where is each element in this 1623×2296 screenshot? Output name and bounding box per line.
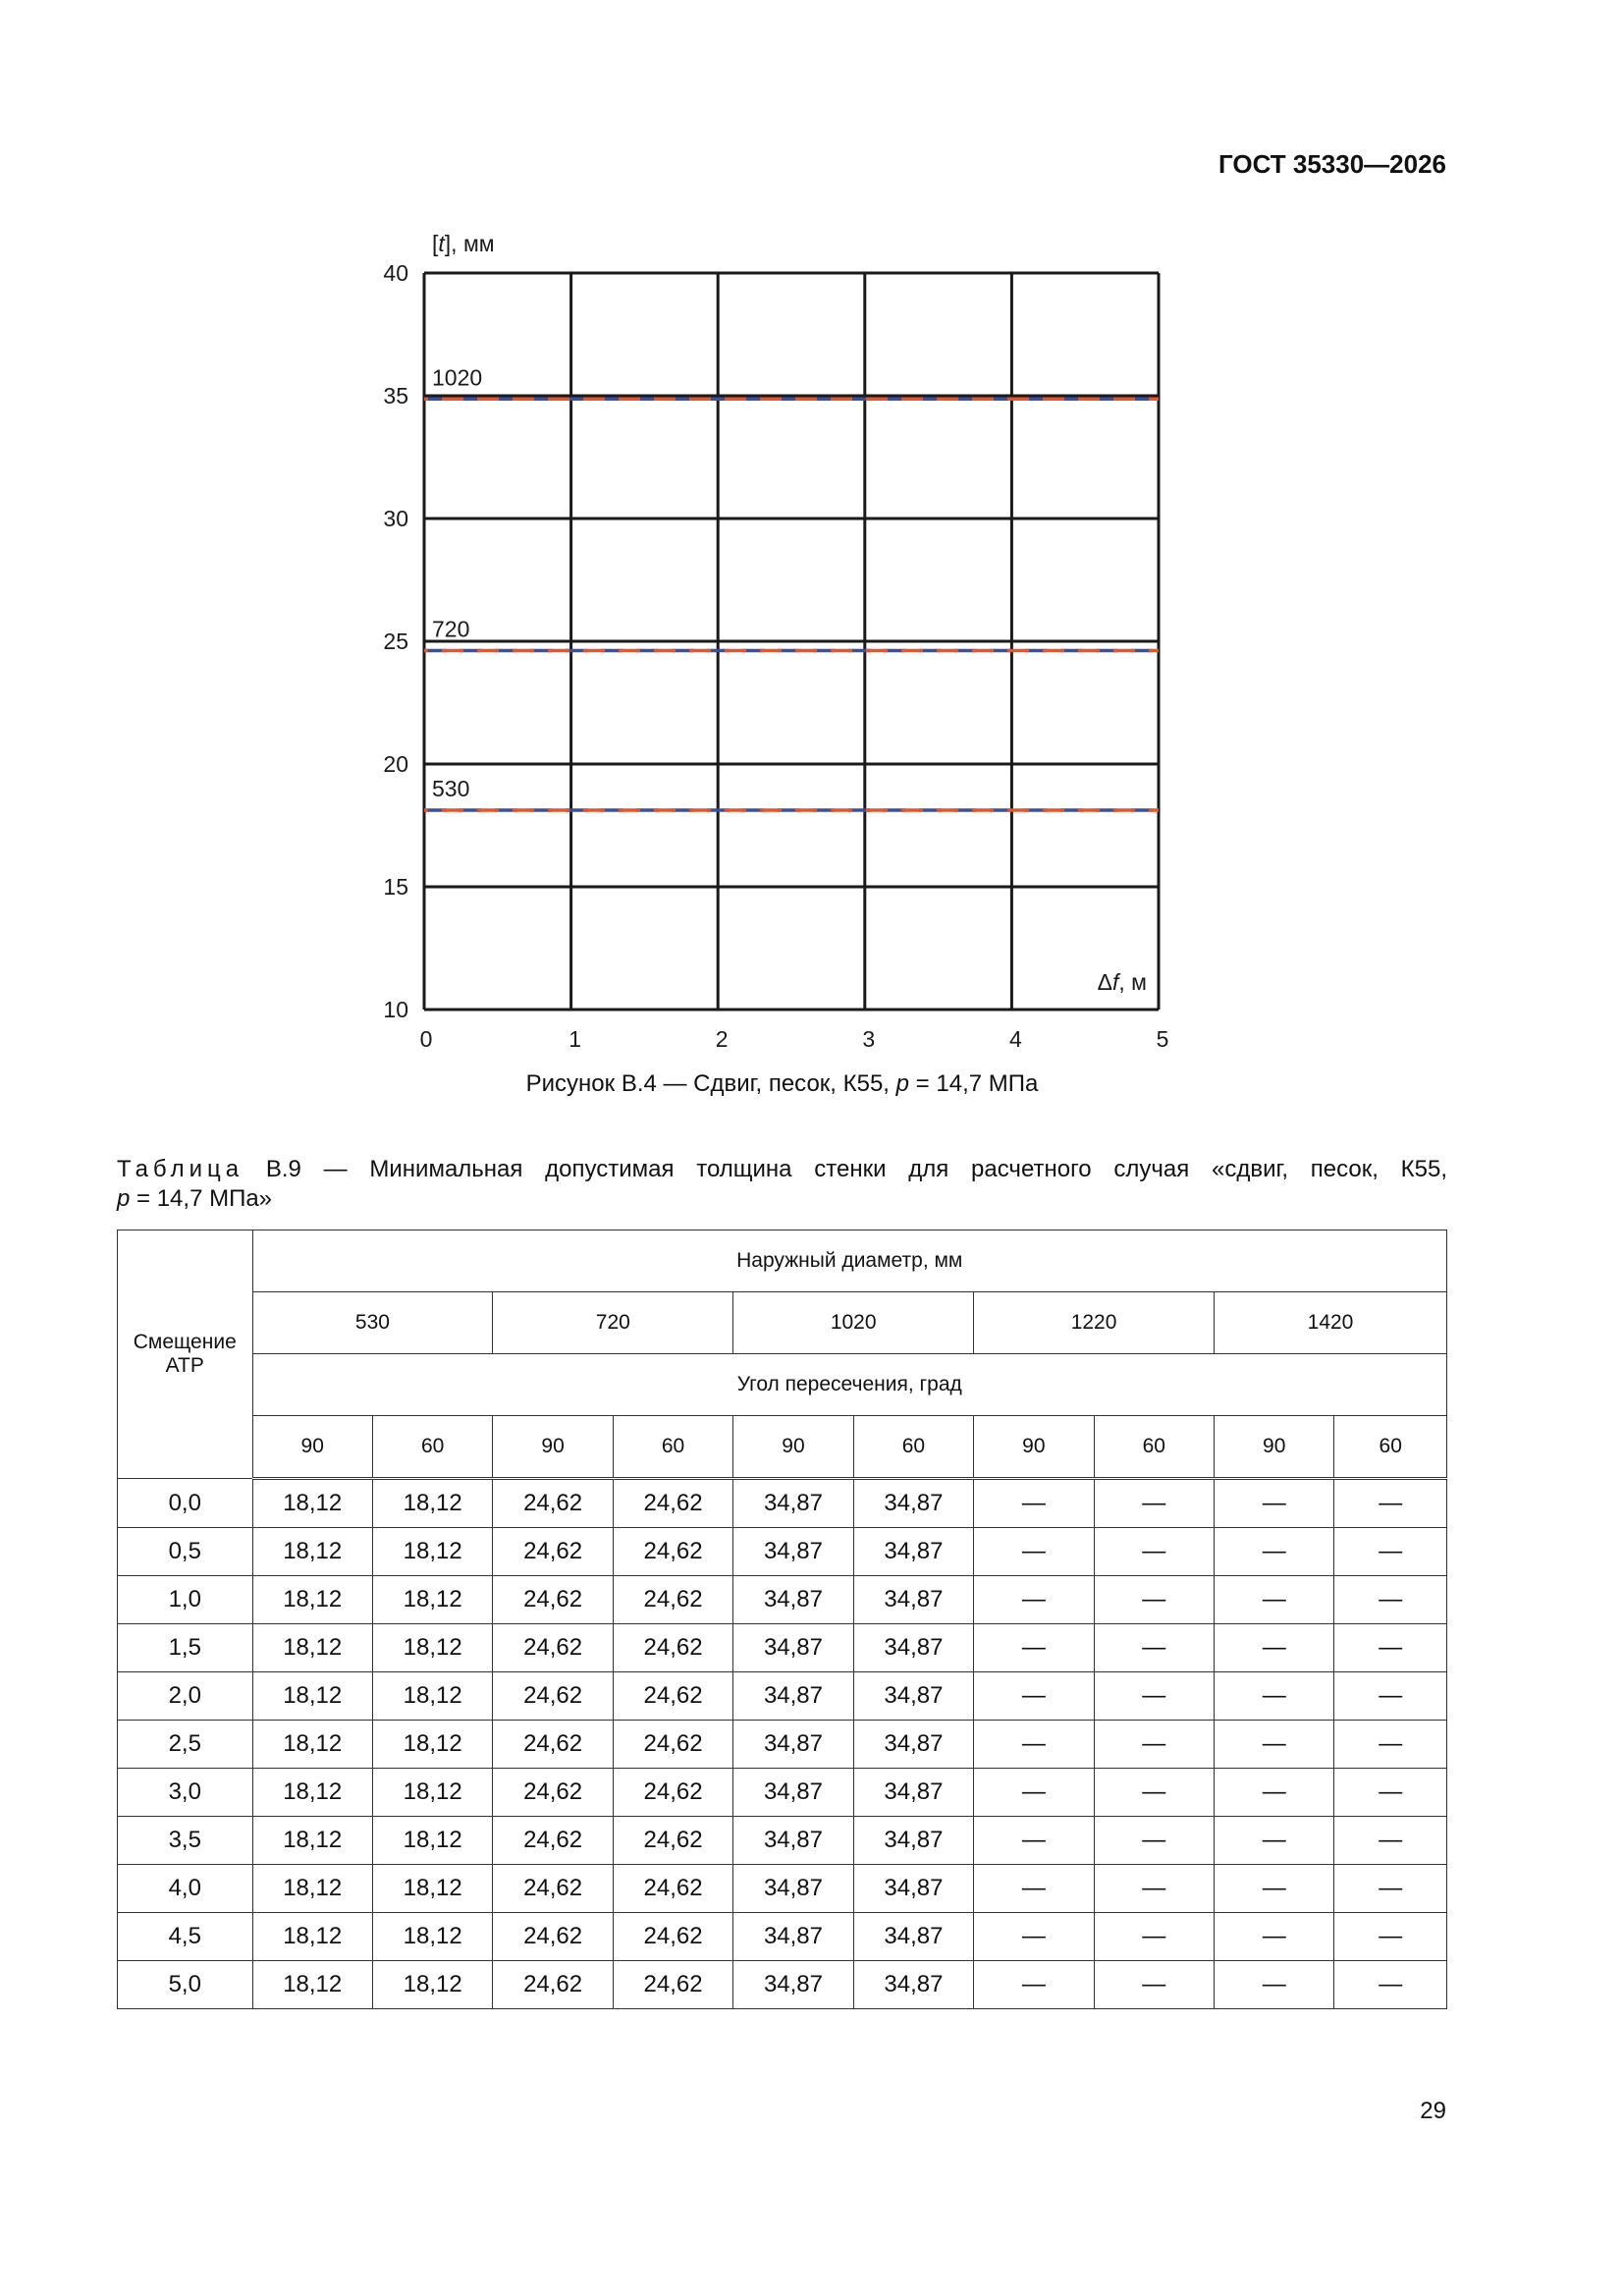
thickness-cell: — [1334, 1913, 1447, 1961]
thickness-cell: 18,12 [372, 1961, 492, 2009]
offset-cell: 5,0 [118, 1961, 253, 2009]
thickness-cell: 34,87 [853, 1624, 973, 1672]
thickness-cell: — [1215, 1624, 1334, 1672]
thickness-cell: 18,12 [252, 1769, 372, 1817]
thickness-cell: 34,87 [733, 1769, 853, 1817]
figure-caption-prefix: Рисунок В.4 — Сдвиг, песок, К55, [525, 1070, 896, 1097]
thickness-cell: 18,12 [252, 1576, 372, 1624]
x-tick-label: 0 [419, 1026, 433, 1052]
diameter-cell: 1220 [974, 1292, 1215, 1354]
thickness-cell: — [974, 1865, 1094, 1913]
thickness-cell: 24,62 [613, 1528, 732, 1576]
thickness-cell: 24,62 [613, 1865, 732, 1913]
thickness-cell: — [1215, 1528, 1334, 1576]
thickness-cell: 18,12 [372, 1624, 492, 1672]
standard-header: ГОСТ 35330—2026 [1218, 149, 1446, 179]
thickness-cell: — [1215, 1576, 1334, 1624]
series-label: 1020 [432, 364, 483, 391]
wall-thickness-table [117, 1230, 1447, 2009]
angle-cell: 60 [1334, 1416, 1447, 1479]
thickness-cell: — [1094, 1961, 1214, 2009]
thickness-cell: 24,62 [613, 1913, 732, 1961]
thickness-cell: 34,87 [733, 1961, 853, 2009]
table-row [118, 1817, 1447, 1865]
diameter-cell: 1420 [1215, 1292, 1447, 1354]
table-row [118, 1913, 1447, 1961]
thickness-cell: 34,87 [733, 1528, 853, 1576]
thickness-cell: 18,12 [252, 1913, 372, 1961]
thickness-cell: — [1215, 1865, 1334, 1913]
table-title-line2 [117, 1184, 1447, 1214]
y-tick-label: 15 [383, 874, 408, 900]
thickness-cell: — [1215, 1817, 1334, 1865]
thickness-cell: 18,12 [252, 1672, 372, 1721]
thickness-cell: 34,87 [853, 1865, 973, 1913]
thickness-cell: 18,12 [372, 1817, 492, 1865]
diameter-cell: 720 [493, 1292, 733, 1354]
thickness-cell: — [974, 1624, 1094, 1672]
thickness-cell: — [974, 1817, 1094, 1865]
thickness-cell: — [1334, 1865, 1447, 1913]
page-number: 29 [1420, 2098, 1446, 2124]
thickness-cell: — [1094, 1721, 1214, 1769]
thickness-cell: — [1215, 1479, 1334, 1528]
thickness-cell: 34,87 [853, 1769, 973, 1817]
diameter-row [118, 1292, 1447, 1354]
thickness-cell: 18,12 [252, 1865, 372, 1913]
thickness-cell: — [974, 1913, 1094, 1961]
thickness-cell: 24,62 [493, 1576, 613, 1624]
angle-header-cell: Угол пересечения, град [252, 1354, 1447, 1416]
table-row [118, 1672, 1447, 1721]
y-tick-label: 35 [383, 383, 408, 409]
thickness-cell: 24,62 [493, 1961, 613, 2009]
thickness-cell: 24,62 [493, 1913, 613, 1961]
thickness-cell: — [1334, 1817, 1447, 1865]
thickness-cell: — [1215, 1913, 1334, 1961]
x-axis-label: Δf, м [1097, 969, 1147, 995]
thickness-cell: — [974, 1769, 1094, 1817]
thickness-cell: 24,62 [613, 1721, 732, 1769]
table-label: Таблица [117, 1156, 244, 1182]
x-tick-label: 1 [568, 1026, 581, 1052]
thickness-cell: 34,87 [733, 1865, 853, 1913]
angle-row [118, 1416, 1447, 1479]
table-row [118, 1624, 1447, 1672]
y-tick-label: 40 [383, 260, 408, 286]
thickness-cell: 24,62 [493, 1865, 613, 1913]
thickness-cell: 18,12 [372, 1672, 492, 1721]
angle-cell: 90 [974, 1416, 1094, 1479]
thickness-cell: 18,12 [372, 1576, 492, 1624]
table-header [118, 1230, 1447, 1479]
offset-cell: 0,5 [118, 1528, 253, 1576]
thickness-cell: 34,87 [853, 1721, 973, 1769]
thickness-cell: 24,62 [613, 1576, 732, 1624]
table-title-text: В.9 — Минимальная допустимая толщина стенки для расчетного случая «сдвиг, песок, К55, [243, 1156, 1447, 1182]
series-label: 720 [432, 616, 470, 642]
thickness-cell: — [1215, 1721, 1334, 1769]
thickness-cell: — [1334, 1479, 1447, 1528]
thickness-cell: — [1094, 1576, 1214, 1624]
thickness-cell: — [1215, 1961, 1334, 2009]
thickness-cell: 18,12 [252, 1721, 372, 1769]
table-row [118, 1769, 1447, 1817]
thickness-cell: 18,12 [372, 1913, 492, 1961]
thickness-cell: 24,62 [493, 1528, 613, 1576]
thickness-cell: — [974, 1961, 1094, 2009]
table-row [118, 1576, 1447, 1624]
thickness-cell: — [1094, 1624, 1214, 1672]
thickness-cell: — [1094, 1865, 1214, 1913]
offset-cell: 3,5 [118, 1817, 253, 1865]
thickness-cell: — [1334, 1961, 1447, 2009]
thickness-cell: 18,12 [252, 1479, 372, 1528]
thickness-cell: — [974, 1576, 1094, 1624]
x-tick-label: 4 [1009, 1026, 1022, 1052]
thickness-cell: — [1334, 1721, 1447, 1769]
offset-cell: 2,5 [118, 1721, 253, 1769]
thickness-cell: 18,12 [372, 1769, 492, 1817]
thickness-cell: 24,62 [613, 1817, 732, 1865]
thickness-cell: — [1334, 1576, 1447, 1624]
thickness-cell: 34,87 [733, 1913, 853, 1961]
thickness-cell: — [1334, 1624, 1447, 1672]
thickness-cell: 34,87 [733, 1721, 853, 1769]
thickness-cell: 34,87 [853, 1576, 973, 1624]
thickness-cell: — [1334, 1769, 1447, 1817]
thickness-cell: 34,87 [853, 1913, 973, 1961]
x-tick-label: 2 [715, 1026, 729, 1052]
table-row [118, 1865, 1447, 1913]
thickness-cell: 24,62 [493, 1721, 613, 1769]
row-header-cell: Смещение АТР [118, 1230, 253, 1479]
offset-cell: 4,0 [118, 1865, 253, 1913]
y-tick-label: 30 [383, 506, 408, 531]
thickness-cell: 34,87 [853, 1528, 973, 1576]
table-row [118, 1961, 1447, 2009]
group-header-cell: Наружный диаметр, мм [252, 1230, 1447, 1292]
x-tick-label: 5 [1156, 1026, 1169, 1052]
thickness-cell: 18,12 [372, 1721, 492, 1769]
thickness-cell: 24,62 [493, 1672, 613, 1721]
thickness-cell: 18,12 [252, 1624, 372, 1672]
angle-cell: 60 [1094, 1416, 1214, 1479]
chart-series [424, 399, 1159, 810]
x-tick-label: 3 [862, 1026, 876, 1052]
thickness-cell: — [1094, 1769, 1214, 1817]
thickness-cell: — [974, 1528, 1094, 1576]
thickness-cell: 34,87 [853, 1961, 973, 2009]
thickness-cell: — [1094, 1672, 1214, 1721]
offset-cell: 1,0 [118, 1576, 253, 1624]
thickness-cell: — [974, 1672, 1094, 1721]
table-title [117, 1155, 1447, 1214]
table-row [118, 1479, 1447, 1528]
thickness-cell: 34,87 [853, 1672, 973, 1721]
diameter-cell: 530 [252, 1292, 493, 1354]
thickness-cell: 24,62 [613, 1624, 732, 1672]
thickness-cell: 24,62 [493, 1769, 613, 1817]
table-row [118, 1721, 1447, 1769]
angle-cell: 90 [493, 1416, 613, 1479]
y-axis-label: [t], мм [432, 231, 495, 256]
series-label: 530 [432, 776, 470, 801]
figure-caption [0, 1070, 1564, 1098]
angle-cell: 60 [613, 1416, 732, 1479]
thickness-cell: 18,12 [372, 1865, 492, 1913]
thickness-cell: — [1094, 1479, 1214, 1528]
thickness-cell: — [1334, 1672, 1447, 1721]
chart-grid [424, 273, 1159, 1010]
thickness-cell: — [1215, 1769, 1334, 1817]
y-tick-label: 25 [383, 629, 408, 654]
diameter-cell: 1020 [733, 1292, 974, 1354]
thickness-cell: 24,62 [613, 1769, 732, 1817]
thickness-cell: 24,62 [493, 1479, 613, 1528]
offset-cell: 0,0 [118, 1479, 253, 1528]
thickness-cell: 34,87 [733, 1624, 853, 1672]
thickness-cell: 34,87 [853, 1817, 973, 1865]
angle-cell: 90 [733, 1416, 853, 1479]
table-title-symbol: p [117, 1185, 131, 1212]
figure-caption-symbol: p [895, 1070, 910, 1097]
offset-cell: 1,5 [118, 1624, 253, 1672]
thickness-cell: 18,12 [252, 1817, 372, 1865]
y-tick-label: 10 [383, 997, 408, 1022]
thickness-cell: — [1094, 1817, 1214, 1865]
thickness-cell: 24,62 [613, 1672, 732, 1721]
angle-cell: 90 [1215, 1416, 1334, 1479]
thickness-cell: 34,87 [733, 1479, 853, 1528]
thickness-cell: 34,87 [733, 1576, 853, 1624]
thickness-cell: — [1094, 1913, 1214, 1961]
offset-cell: 3,0 [118, 1769, 253, 1817]
table-body [118, 1479, 1447, 2009]
thickness-cell: — [974, 1721, 1094, 1769]
thickness-cell: 18,12 [372, 1479, 492, 1528]
thickness-cell: 34,87 [733, 1817, 853, 1865]
thickness-cell: 18,12 [372, 1528, 492, 1576]
thickness-cell: 24,62 [493, 1624, 613, 1672]
figure-caption-suffix: = 14,7 МПа [909, 1070, 1039, 1097]
angle-cell: 60 [853, 1416, 973, 1479]
thickness-cell: 24,62 [613, 1961, 732, 2009]
thickness-cell: 24,62 [493, 1817, 613, 1865]
angle-cell: 60 [372, 1416, 492, 1479]
offset-cell: 2,0 [118, 1672, 253, 1721]
table-row [118, 1528, 1447, 1576]
thickness-cell: — [1334, 1528, 1447, 1576]
thickness-chart [0, 0, 1623, 1110]
thickness-cell: 24,62 [613, 1479, 732, 1528]
thickness-cell: 18,12 [252, 1961, 372, 2009]
offset-cell: 4,5 [118, 1913, 253, 1961]
thickness-cell: 34,87 [733, 1672, 853, 1721]
thickness-cell: — [1215, 1672, 1334, 1721]
table-title-line2-text: = 14,7 МПа» [130, 1185, 273, 1212]
thickness-cell: 34,87 [853, 1479, 973, 1528]
angle-cell: 90 [252, 1416, 372, 1479]
thickness-cell: 18,12 [252, 1528, 372, 1576]
y-tick-label: 20 [383, 751, 408, 777]
thickness-cell: — [974, 1479, 1094, 1528]
thickness-cell: — [1094, 1528, 1214, 1576]
